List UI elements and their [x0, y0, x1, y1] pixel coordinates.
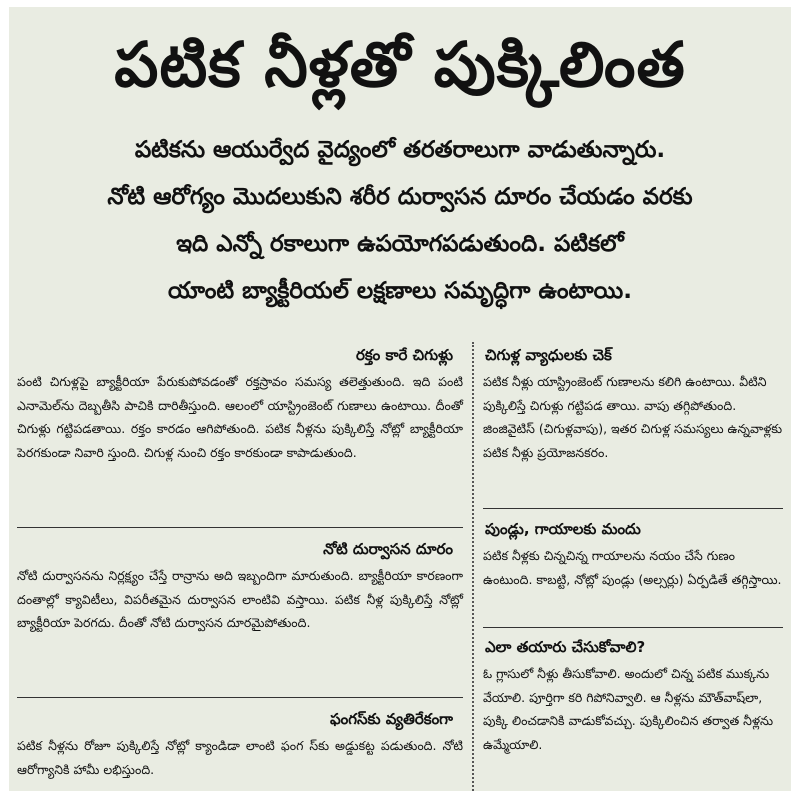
section-title: ఫంగస్‌కు వ్యతిరేకంగా [329, 710, 453, 728]
section-bad-breath [17, 538, 463, 635]
section-preparation [483, 636, 783, 756]
section-bleeding-gums [17, 344, 463, 464]
left-column [17, 342, 463, 791]
right-column [483, 342, 783, 791]
column-divider [472, 342, 474, 791]
section-divider [17, 527, 463, 528]
intro-line: ఇది ఎన్నో రకాలుగా ఉపయోగపడుతుంది. పటికలో [176, 231, 624, 257]
section-title: నోటి దుర్వాసన దూరం [323, 540, 453, 558]
section-body: నోటి దుర్వాసనను నిర్లక్ష్యం చేస్తే రాన్రాను అది ఇబ్బందిగా మారుతుంది. బ్యాక్టీరియా కారణంగా దంతాల్లో క్యావిటీలు, విపరీతమైన దుర్వాసన లాంటివి వస్తాయి. పటిక నీళ్ల పుక్కిలిస్తే నోట్లో బ్యాక్టీరియా పెరగదు. దీంతో నోటి దుర్వాసన దూరమైపోతుంది. [17, 568, 463, 630]
section-body: పటిక నీళ్లకు చిన్నచిన్న గాయాలను నయం చేసే గుణం ఉంటుంది. కాబట్టి, నోట్లో పుండ్లు (అల్సర్లు) ఏర్పడితే తగ్గిస్తాయి. [483, 548, 782, 587]
section-ulcers [483, 518, 783, 591]
section-divider [483, 508, 783, 509]
section-body: పంటి చిగుళ్లపై బ్యాక్టీరియా పేరుకుపోవడంతో రక్తస్రావం సమస్య తలెత్తుతుంది. ఇది పంటి ఎనామెల్‌ను దెబ్బతీసి పాచికి దారితీస్తుంది. ఆలంలో యాస్ట్రింజెంట్ గుణాలు ఉంటాయి. దీంతో చిగుళ్లు గట్టిపడతాయి. రక్తం కారడం ఆగిపోతుంది. పటిక నీళ్లను పుక్కిలిస్తే నోట్లో బ్యాక్టీరియా పెరగకుండా నివారి స్తుంది. చిగుళ్ల నుంచి రక్తం కారకుండా కాపాడుతుంది. [17, 374, 463, 460]
section-divider [483, 627, 783, 628]
news-clipping [9, 7, 791, 791]
section-title: రక్తం కారే చిగుళ్లు [355, 346, 453, 364]
section-antifungal [17, 708, 463, 781]
headline: పటిక నీళ్లతో పుక్కిలింత [114, 28, 686, 101]
section-body: పటిక నీళ్లు యాస్ట్రింజెంట్ గుణాలను కలిగి ఉంటాయి. వీటిని పుక్కిలిస్తే చిగుళ్లు గట్టిపడ తాయి. వాపు తగ్గిపోతుంది. జింజివైటిస్ (చిగుళ్లవాపు), ఇతర చిగుళ్ల సమస్యలు ఉన్నవాళ్లకు పటిక నీళ్లు ప్రయోజనకరం. [483, 374, 783, 460]
intro-line: యాంటి బ్యాక్టీరియల్ లక్షణాలు సమృద్ధిగా ఉంటాయి. [168, 278, 632, 304]
intro-line: నోటి ఆరోగ్యం మొదలుకుని శరీర దుర్వాసన దూరం చేయడం వరకు [107, 184, 693, 210]
section-gum-disease [483, 344, 783, 464]
section-body: పటిక నీళ్లను రోజూ పుక్కిలిస్తే నోట్లో క్యాండిడా లాంటి ఫంగ స్‌కు అడ్డుకట్ట పడుతుంది. నోటి ఆరోగ్యానికి హామీ లభిస్తుంది. [17, 738, 463, 777]
intro-paragraph [9, 127, 791, 345]
section-title: ఎలా తయారు చేసుకోవాలి? [485, 638, 646, 656]
intro-line: పటికను ఆయుర్వేద వైద్యంలో తరతరాలుగా వాడుతున్నారు. [134, 137, 666, 163]
article-columns [9, 342, 791, 791]
section-body: ఓ గ్లాసులో నీళ్లు తీసుకోవాలి. అందులో చిన్న పటిక ముక్కను వేయాలి. పూర్తిగా కరి గిపోనివ్వాలి. ఆ నీళ్లను మౌత్‌వాష్‌లా, పుక్కి లించడానికి వాడుకోవచ్చు. పుక్కిలించిన తర్వాత నీళ్లను ఉమ్మేయాలి. [483, 666, 774, 752]
section-title: పుండ్లు, గాయాలకు మందు [485, 520, 641, 538]
section-title: చిగుళ్ల వ్యాధులకు చెక్ [485, 346, 612, 364]
section-divider [17, 697, 463, 698]
